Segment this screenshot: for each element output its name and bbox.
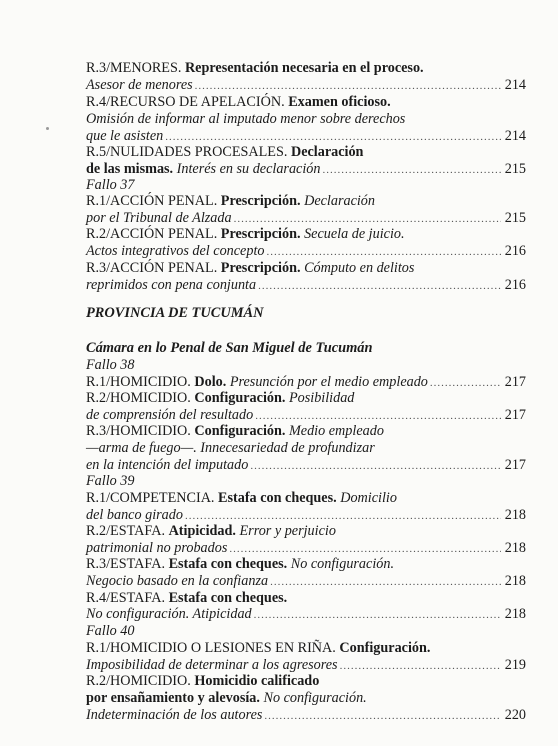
ruling-label: R.3/HOMICIDIO. [86, 423, 195, 439]
topic-bold: Estafa con cheques. [168, 590, 288, 606]
detail-italic: Presunción por el medio empleado [229, 374, 428, 390]
toc-text-line [86, 111, 526, 128]
ruling-label: R.5/NULIDADES PROCESALES. [86, 144, 291, 160]
toc-text-line [86, 673, 526, 690]
section-heading: PROVINCIA DE TUCUMÁN [86, 305, 264, 321]
entry-text [86, 111, 405, 127]
detail-italic: de comprensión del resultado [86, 407, 254, 423]
toc-entry-line [86, 657, 526, 674]
topic-bold: Prescripción. [220, 260, 305, 276]
detail-italic: Secuela de juicio. [304, 226, 405, 242]
page-number: 214 [504, 128, 526, 144]
dot-leader [254, 607, 501, 624]
toc-text-line [86, 473, 526, 490]
detail-italic: No configuración. [263, 690, 367, 706]
entry-text [86, 357, 134, 373]
toc-text-line [86, 226, 526, 243]
topic-bold: Configuración. [194, 390, 289, 406]
detail-italic: en la intención del imputado [86, 457, 249, 473]
detail-italic: Declaración [304, 193, 375, 209]
entry-text [86, 226, 405, 242]
entry-text [86, 573, 268, 590]
dot-leader [264, 708, 500, 725]
toc-text-line [86, 340, 526, 357]
page-number: 214 [504, 77, 526, 93]
entry-text [86, 144, 363, 160]
entry-text [86, 523, 336, 539]
dot-leader [266, 244, 500, 261]
page-number: 218 [504, 507, 526, 523]
toc-text-line [86, 260, 526, 277]
entry-text [86, 690, 367, 706]
topic-bold: Prescripción. [220, 226, 305, 242]
ruling-label: R.2/ACCIÓN PENAL. [86, 226, 221, 242]
toc-entry-line [86, 243, 526, 260]
entry-text [86, 161, 320, 178]
topic-bold: Dolo. [194, 374, 230, 390]
entry-text [86, 640, 430, 656]
page-number: 217 [504, 374, 526, 390]
toc-entry-line [86, 128, 526, 145]
topic-bold: por ensañamiento y alevosía. [86, 690, 264, 706]
ruling-label: R.1/COMPETENCIA. [86, 490, 219, 506]
page-number: 218 [504, 540, 526, 556]
topic-bold: Atipicidad. [168, 523, 240, 539]
page-number: 216 [504, 277, 526, 293]
detail-italic: Error y perjuicio [239, 523, 336, 539]
detail-italic: Medio empleado [288, 423, 384, 439]
entry-text [86, 77, 193, 94]
detail-italic: del banco girado [86, 507, 183, 523]
detail-italic: —arma de fuego—. Innecesariedad de profundizar [86, 440, 375, 456]
toc-text-line [86, 590, 526, 607]
toc-text-line [86, 490, 526, 507]
entry-text [86, 128, 163, 145]
toc-text-line [86, 523, 526, 540]
detail-italic: Negocio basado en la confianza [86, 573, 269, 589]
entry-text [86, 177, 134, 193]
topic-bold: Representación necesaria en el proceso. [184, 60, 424, 76]
ruling-label: R.2/HOMICIDIO. [86, 673, 195, 689]
ruling-label: R.1/HOMICIDIO. [86, 374, 195, 390]
entry-text [86, 210, 232, 227]
topic-bold: Prescripción. [220, 193, 305, 209]
entry-text [86, 193, 375, 209]
detail-italic: Omisión de informar al imputado menor sobre derechos [86, 111, 406, 127]
toc-entry-line [86, 210, 526, 227]
page-number: 220 [504, 707, 526, 723]
entry-text [86, 507, 183, 524]
toc-text-line [86, 423, 526, 440]
toc-text-line [86, 556, 526, 573]
topic-bold: Estafa con cheques. [168, 556, 291, 572]
toc-text-line [86, 390, 526, 407]
margin-speck [46, 127, 49, 130]
toc-text-line [86, 193, 526, 210]
detail-italic: Domicilio [340, 490, 397, 506]
toc-text-line [86, 60, 526, 77]
page-number: 215 [504, 210, 526, 226]
page-number: 217 [504, 457, 526, 473]
ruling-label: R.1/ACCIÓN PENAL. [86, 193, 221, 209]
toc-text-line [86, 623, 526, 640]
page-number: 218 [504, 606, 526, 622]
toc-text-line [86, 177, 526, 194]
entry-text [86, 94, 391, 110]
ruling-label: R.4/ESTAFA. [86, 590, 169, 606]
detail-italic: Imposibilidad de determinar a los agresores [86, 657, 338, 673]
detail-italic: Indeterminación de los autores [86, 707, 263, 723]
entry-text [86, 473, 134, 489]
entry-text [86, 440, 375, 456]
topic-bold: de las mismas. [86, 161, 177, 177]
entry-text [86, 556, 394, 572]
topic-bold: Estafa con cheques. [218, 490, 341, 506]
entry-text [86, 243, 264, 260]
toc-entry-line [86, 277, 526, 294]
entry-text [86, 490, 397, 506]
toc-entry-line [86, 707, 526, 724]
toc-entry-line [86, 77, 526, 94]
entry-text [86, 340, 373, 356]
page-number: 217 [504, 407, 526, 423]
toc-text-line [86, 690, 526, 707]
entry-text [86, 374, 428, 391]
entry-text [86, 407, 253, 424]
page-number: 219 [504, 657, 526, 673]
detail-italic: Fallo 40 [86, 623, 135, 639]
detail-italic: que le asisten [86, 128, 164, 144]
entry-text [86, 707, 262, 724]
topic-bold: Configuración. [339, 640, 431, 656]
topic-bold: Configuración. [194, 423, 289, 439]
ruling-label: R.2/ESTAFA. [86, 523, 169, 539]
entry-text [86, 305, 264, 321]
detail-italic: por el Tribunal de Alzada [86, 210, 232, 226]
toc-entry-line [86, 161, 526, 178]
detail-italic: No configuración. Atipicidad [86, 606, 252, 622]
ruling-label: R.2/HOMICIDIO. [86, 390, 195, 406]
topic-bold: Homicidio calificado [194, 673, 320, 689]
page-number: 216 [504, 243, 526, 259]
section-heading: Cámara en lo Penal de San Miguel de Tucumán [86, 340, 373, 356]
detail-italic: Fallo 38 [86, 357, 135, 373]
toc-entry-line [86, 374, 526, 391]
entry-text [86, 60, 424, 76]
page-number: 218 [504, 573, 526, 589]
toc-text-line [86, 357, 526, 374]
topic-bold: Declaración [290, 144, 364, 160]
toc-text-line [86, 640, 526, 657]
topic-bold: Examen oficioso. [288, 94, 391, 110]
ruling-label: R.1/HOMICIDIO O LESIONES EN RIÑA. [86, 640, 340, 656]
entry-text [86, 423, 384, 439]
entry-text [86, 590, 287, 606]
entry-text [86, 540, 227, 557]
toc-text-line [86, 94, 526, 111]
dot-leader [195, 78, 501, 95]
toc-entry-line [86, 573, 526, 590]
detail-italic: patrimonial no probados [86, 540, 228, 556]
detail-italic: Fallo 37 [86, 177, 135, 193]
detail-italic: Fallo 39 [86, 473, 135, 489]
detail-italic: Interés en su declaración [176, 161, 321, 177]
detail-italic: reprimidos con pena conjunta [86, 277, 257, 293]
toc-entry-line [86, 407, 526, 424]
entry-text [86, 657, 338, 674]
ruling-label: R.3/ACCIÓN PENAL. [86, 260, 221, 276]
entry-text [86, 390, 354, 406]
toc-text-line [86, 144, 526, 161]
toc-entry-line [86, 540, 526, 557]
detail-italic: Cómputo en delitos [304, 260, 415, 276]
detail-italic: Asesor de menores [86, 77, 193, 93]
ruling-label: R.4/RECURSO DE APELACIÓN. [86, 94, 289, 110]
toc-text-line [86, 305, 526, 322]
ruling-label: R.3/ESTAFA. [86, 556, 169, 572]
page-number: 215 [504, 161, 526, 177]
toc-text-line [86, 440, 526, 457]
entry-text [86, 623, 134, 639]
dot-leader [270, 574, 501, 591]
toc-entry-line [86, 507, 526, 524]
entry-text [86, 260, 414, 276]
detail-italic: Posibilidad [288, 390, 355, 406]
entry-text [86, 673, 319, 689]
toc-entry-line [86, 457, 526, 474]
detail-italic: No configuración. [290, 556, 394, 572]
toc-entry-line [86, 606, 526, 623]
ruling-label: R.3/MENORES. [86, 60, 185, 76]
entry-text [86, 606, 252, 623]
detail-italic: Actos integrativos del concepto [86, 243, 265, 259]
dot-leader [258, 278, 501, 295]
entry-text [86, 277, 256, 294]
entry-text [86, 457, 248, 474]
